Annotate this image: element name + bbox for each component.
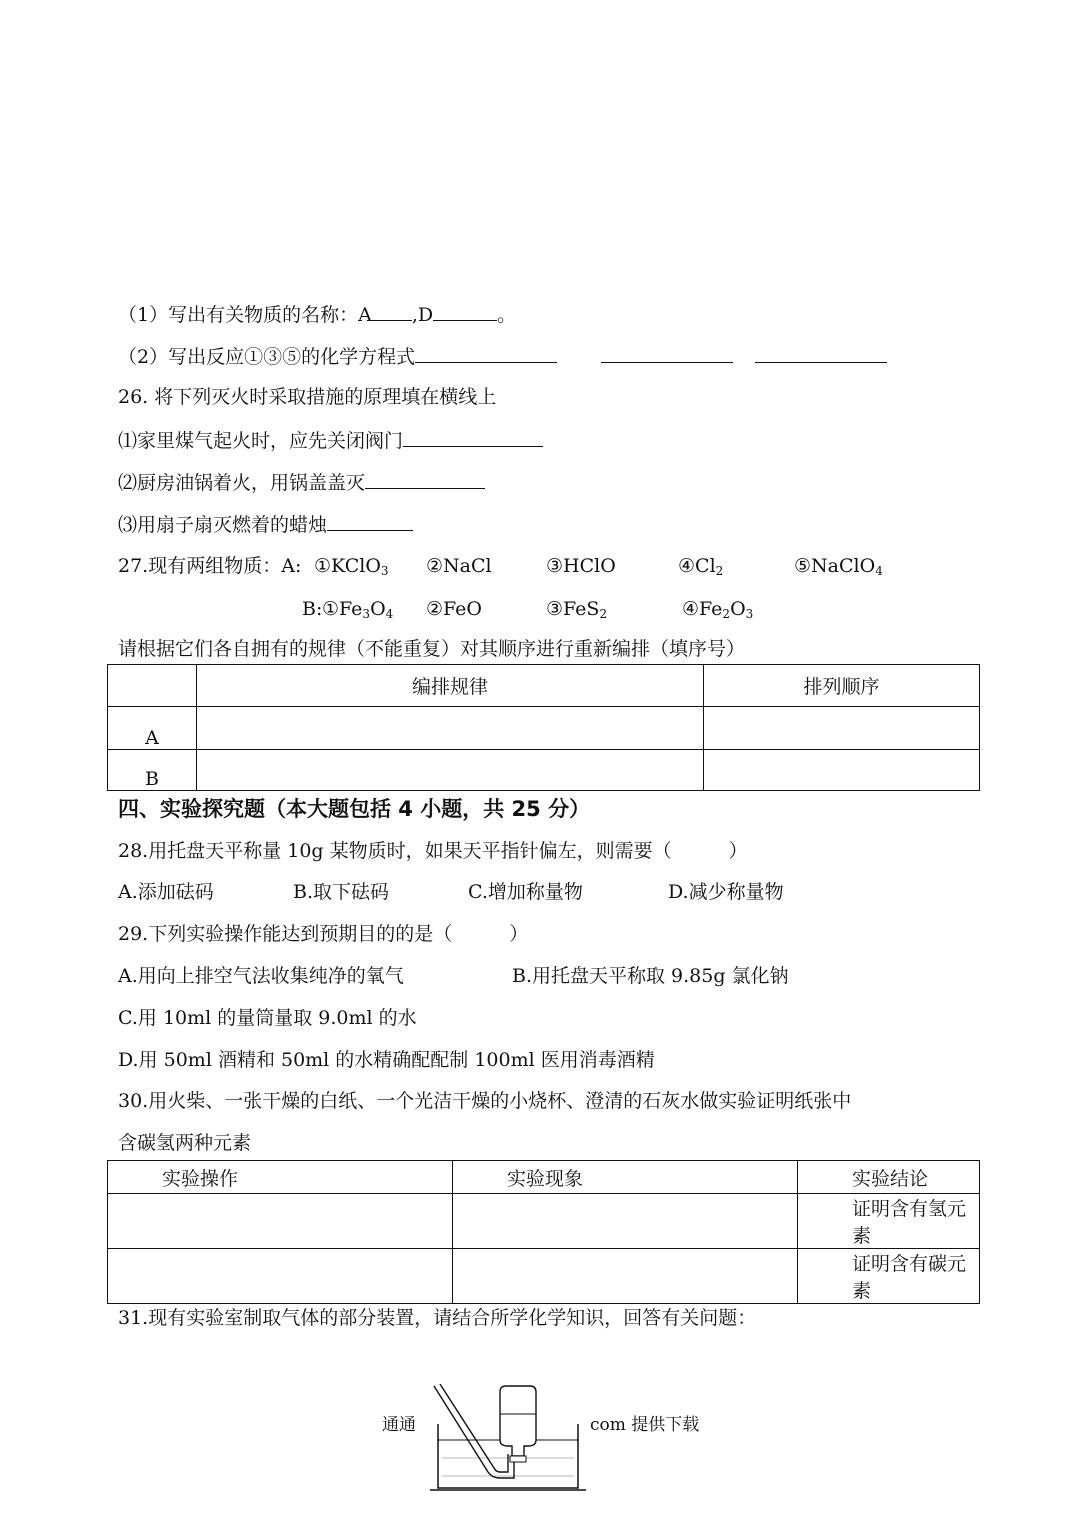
q30-row1-phenomenon[interactable] (453, 1194, 798, 1249)
q28-option-c: C.增加称量物 (468, 881, 583, 903)
q25-part2: （2）写出反应①③⑤的化学方程式 (118, 342, 887, 370)
q27-table (107, 664, 980, 791)
q27-a-item1: ①KClO$_3$ (314, 555, 389, 578)
q31-stem: 31.现有实验室制取气体的部分装置，请结合所学化学知识，回答有关问题： (118, 1307, 757, 1329)
q30-row2-phenomenon[interactable] (453, 1249, 798, 1304)
blank-equation-3[interactable] (755, 342, 887, 363)
q27-row-b-rule[interactable] (197, 750, 704, 791)
q28-option-a: A.添加砝码 (118, 881, 214, 903)
blank-q26-3[interactable] (327, 510, 413, 531)
q26-stem: 26. 将下列灭火时采取措施的原理填在横线上 (118, 386, 497, 408)
blank-d[interactable] (433, 300, 497, 321)
q27-b-item3: ③FeS$_2$ (546, 598, 608, 621)
blank-equation-2[interactable] (601, 342, 733, 363)
q27-row-a-order[interactable] (704, 707, 980, 750)
q27-row-b-label: B (108, 750, 197, 791)
q27-header-rule: 编排规律 (197, 665, 704, 707)
q26-item2: ⑵厨房油锅着火，用锅盖盖灭 (118, 468, 485, 496)
q29-option-a: A.用向上排空气法收集纯净的氧气 (118, 965, 404, 987)
q27-b-item2: ②FeO (426, 598, 482, 620)
q28-stem: 28.用托盘天平称量 10g 某物质时，如果天平指针偏左，则需要（ ） (118, 840, 748, 862)
blank-equation-1[interactable] (415, 342, 557, 363)
q27-a-item5: ⑤NaClO$_4$ (794, 555, 883, 578)
q27-row-a-label: A (108, 707, 197, 750)
q30-row2-operation[interactable] (108, 1249, 453, 1304)
q26-item3: ⑶用扇子扇灭燃着的蜡烛 (118, 510, 413, 538)
footer-right: com 提供下载 (590, 1415, 700, 1435)
footer-left: 通通 (382, 1415, 416, 1435)
q27-stem: 27.现有两组物质：A: (118, 555, 302, 577)
q27-a-item4: $④Cl_2$ (678, 555, 724, 578)
q30-stem-line1: 30.用火柴、一张干燥的白纸、一个光洁干燥的小烧杯、澄清的石灰水做实验证明纸张中 (118, 1090, 852, 1112)
q27-a-item2: ②NaCl (426, 555, 492, 577)
blank-q26-2[interactable] (365, 468, 485, 489)
q30-row2-conclusion: 证明含有碳元素 (798, 1249, 980, 1304)
q27-a-item3: ③HClO (546, 555, 616, 577)
q27-instruction: 请根据它们各自拥有的规律（不能重复）对其顺序进行重新编排（填序号） (118, 638, 746, 660)
q27-b-item4: $④Fe_2O_3$ (682, 598, 754, 621)
q27-b-item1: $①Fe_3O_4$ (322, 598, 394, 621)
q25-part1: （1）写出有关物质的名称：A ,D 。 (118, 300, 516, 328)
q29-option-b: B.用托盘天平称取 9.85g 氯化钠 (512, 965, 789, 987)
q30-row1-conclusion: 证明含有氢元素 (798, 1194, 980, 1249)
q27-row-a-rule[interactable] (197, 707, 704, 750)
q30-row1-operation[interactable] (108, 1194, 453, 1249)
q27-row-b-order[interactable] (704, 750, 980, 791)
q30-header-operation: 实验操作 (108, 1161, 453, 1194)
blank-a[interactable] (372, 300, 412, 321)
q30-stem-line2: 含碳氢两种元素 (118, 1132, 252, 1154)
gas-collection-apparatus-icon (430, 1384, 590, 1496)
section4-heading: 四、实验探究题（本大题包括 4 小题，共 25 分） (118, 797, 591, 821)
blank-q26-1[interactable] (403, 426, 543, 447)
q29-option-c: C.用 10ml 的量筒量取 9.0ml 的水 (118, 1007, 417, 1029)
q29-stem: 29.下列实验操作能达到预期目的的是（ ） (118, 923, 529, 945)
q29-option-d: D.用 50ml 酒精和 50ml 的水精确配配制 100ml 医用消毒酒精 (118, 1049, 655, 1071)
q28-option-d: D.减少称量物 (668, 881, 784, 903)
q30-header-phenomenon: 实验现象 (453, 1161, 798, 1194)
q27-table-corner (108, 665, 197, 707)
q28-option-b: B.取下砝码 (293, 881, 390, 903)
q30-table (107, 1160, 980, 1304)
q27-header-order: 排列顺序 (704, 665, 980, 707)
q26-item1: ⑴家里煤气起火时，应先关闭阀门 (118, 426, 543, 454)
q30-header-conclusion: 实验结论 (798, 1161, 980, 1194)
q27-groupB-label: B: (302, 598, 323, 620)
